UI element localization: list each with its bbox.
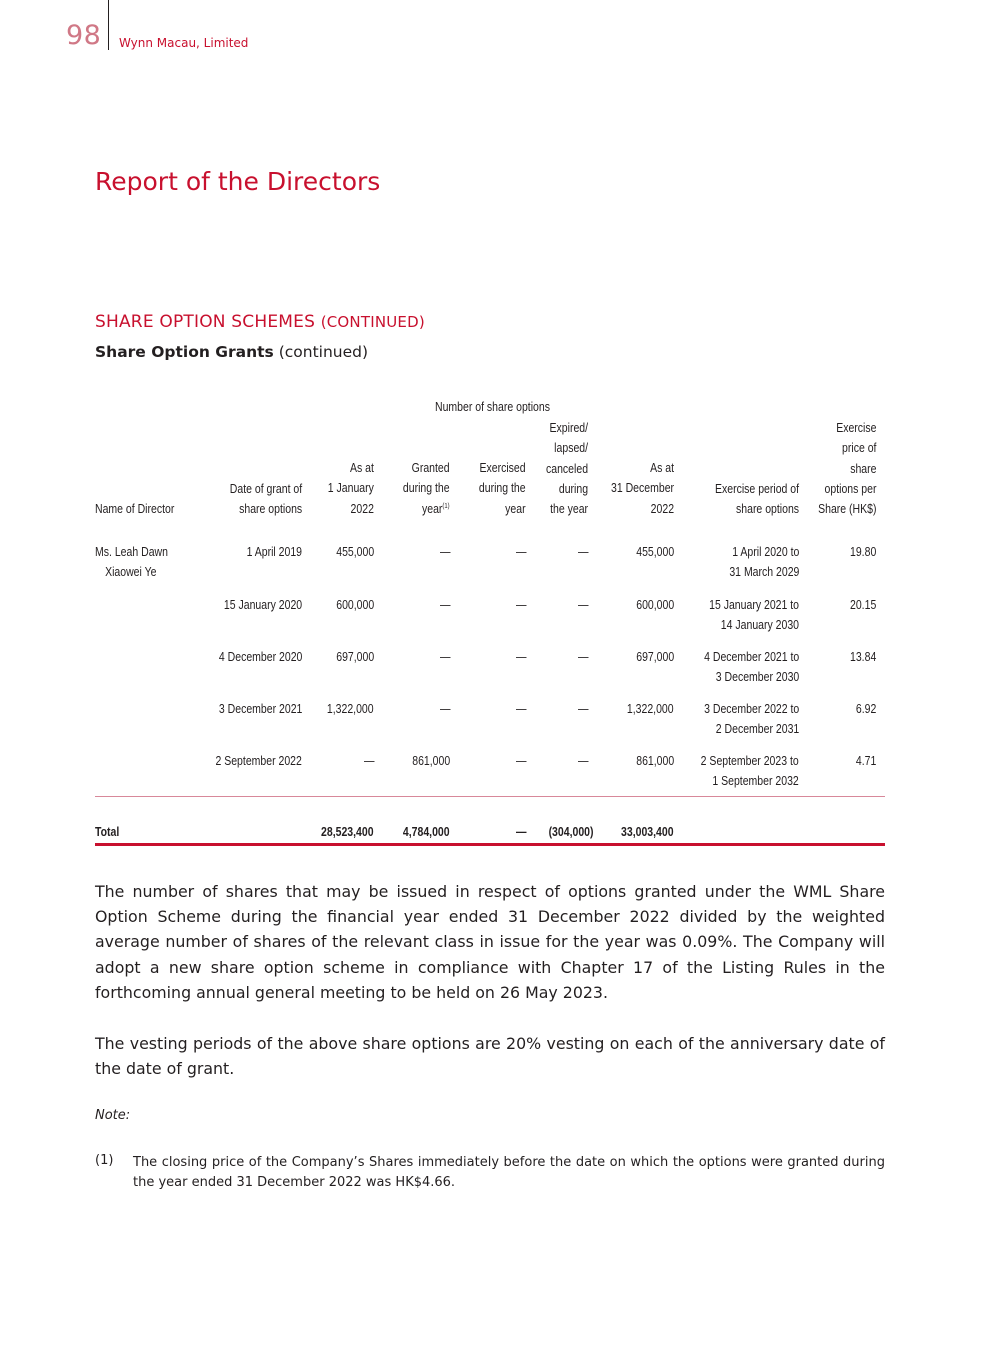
col-header-line: share options [735,502,799,517]
director-name [95,542,168,582]
cell-as-at-start: 600,000 [336,598,374,612]
page-number: 98 [66,20,102,51]
col-header-line: Date of grant of [229,482,302,496]
cell-exercise-period [704,699,799,739]
cell-as-at-end: 697,000 [636,650,674,664]
subheading-rest: (continued) [278,343,369,361]
cell-exercised: — [515,702,526,716]
col-header-line: share options [238,502,302,517]
cell-price: 13.84 [849,650,876,664]
note-label: Note: [95,1108,131,1123]
total-exercised: — [515,825,526,839]
col-header-name: Name of Director [95,502,175,516]
paragraph-dilution: The number of shares that may be issued in respect of options granted under the WML Share Option Scheme during the financial year ended 31 December 2022 divided by the weighted average number of shares of the relevant class in issue for the year was 0.09%. The Company will adopt a new share option scheme in compliance with Chapter 17 of the Listing Rules in the forthcoming annual general meeting to be held on 26 May 2023. [95,882,885,1002]
col-header-line: options per [824,481,876,496]
total-expired: (304,000) [549,825,594,839]
col-header-word: year [422,501,443,516]
total-as-at-end: 33,003,400 [621,825,674,839]
cell-granted: 861,000 [412,754,450,768]
cell-price: 20.15 [849,598,876,612]
col-header-exercised [479,458,526,519]
cell-grant-date: 4 December 2020 [218,650,302,664]
cell-as-at-start: — [363,754,374,768]
col-header-line: during the [403,481,450,496]
col-header-expired [546,418,588,519]
cell-exercise-period [729,542,799,582]
col-header-as-at-end [611,458,674,519]
col-header-line [403,499,450,519]
col-header-line: the year [550,502,588,517]
cell-as-at-end: 861,000 [636,754,674,768]
cell-grant-date: 15 January 2020 [223,598,302,612]
period-line: 14 January 2030 [720,618,799,632]
col-header-line: 2022 [650,501,674,516]
col-header-line: year [505,501,526,516]
cell-as-at-start: 455,000 [336,545,374,559]
header-divider [108,0,109,50]
cell-granted: — [439,545,450,559]
period-line: 3 December 2022 to [703,702,799,716]
col-header-line: during the [479,481,526,496]
col-header-line: Exercise period of [714,482,799,496]
table-group-header: Number of share options [434,400,550,414]
section-heading [95,312,425,332]
col-header-line: Exercised [479,461,526,475]
cell-exercised: — [515,650,526,664]
cell-exercised: — [515,545,526,559]
cell-as-at-end: 600,000 [636,598,674,612]
cell-granted: — [439,650,450,664]
col-header-granted [403,458,450,519]
cell-price: 6.92 [855,702,876,716]
period-line: 1 September 2032 [712,774,799,788]
col-header-line: Exercise [835,421,876,435]
company-name: Wynn Macau, Limited [119,36,249,50]
col-header-line: 31 December [610,481,674,496]
period-line: 2 September 2023 to [700,754,799,768]
cell-as-at-end: 455,000 [636,545,674,559]
period-line: 31 March 2029 [728,565,799,579]
cell-exercise-period [701,751,799,791]
col-header-line: lapsed/ [554,441,588,456]
cell-granted: — [439,598,450,612]
total-label: Total [95,825,120,839]
cell-granted: — [439,702,450,716]
cell-expired: — [577,650,588,664]
col-header-line: As at [350,461,374,475]
section-heading-text: SHARE OPTION SCHEMES [95,312,316,332]
col-header-line: share [849,461,876,476]
table-divider [95,796,885,797]
cell-expired: — [577,545,588,559]
cell-expired: — [577,754,588,768]
note-number: (1) [95,1153,114,1168]
cell-exercised: — [515,598,526,612]
paragraph-vesting: The vesting periods of the above share options are 20% vesting on each of the anniversary date of the date of grant. [95,1034,885,1079]
director-name-line: Ms. Leah Dawn [95,545,168,559]
cell-exercise-period [709,595,799,635]
col-header-price [818,418,876,519]
period-line: 3 December 2030 [715,670,799,684]
period-line: 4 December 2021 to [703,650,799,664]
cell-as-at-start: 697,000 [336,650,374,664]
col-header-line: Expired/ [549,421,588,435]
cell-grant-date: 3 December 2021 [218,702,302,716]
col-header-line: canceled [545,461,588,476]
total-granted: 4,784,000 [403,825,450,839]
col-header-line: Share (HK$) [817,502,876,517]
cell-grant-date: 2 September 2022 [215,754,302,768]
cell-expired: — [577,598,588,612]
cell-exercised: — [515,754,526,768]
period-line: 1 April 2020 to [731,545,799,559]
cell-price: 19.80 [849,545,876,559]
col-header-line: Granted [412,461,450,475]
footnote-ref: (1) [442,502,450,510]
cell-price: 4.71 [855,754,876,768]
table-bottom-rule [95,843,885,846]
col-header-line: As at [650,461,674,475]
subheading-bold: Share Option Grants [95,343,274,361]
cell-as-at-end: 1,322,000 [627,702,674,716]
col-header-line: 2022 [350,501,374,516]
period-line: 2 December 2031 [715,722,799,736]
col-header-line: during [558,481,588,496]
director-name-line: Xiaowei Ye [105,565,157,579]
col-header-grant-date [230,479,302,520]
col-header-period [715,479,799,520]
cell-grant-date: 1 April 2019 [246,545,302,559]
section-heading-suffix: (CONTINUED) [320,313,425,331]
cell-as-at-start: 1,322,000 [327,702,374,716]
note-text: The closing price of the Company’s Shares immediately before the date on which the options were granted during the year ended 31 December 2022 was HK$4.66. [133,1155,885,1190]
period-line: 15 January 2021 to [709,598,799,612]
col-header-line: 1 January [327,481,374,496]
subheading [95,343,368,361]
cell-expired: — [577,702,588,716]
col-header-line: price of [841,441,876,456]
col-header-as-at-start [328,458,374,519]
total-as-at-start: 28,523,400 [321,825,374,839]
cell-exercise-period [704,647,799,687]
page-title: Report of the Directors [95,167,381,196]
